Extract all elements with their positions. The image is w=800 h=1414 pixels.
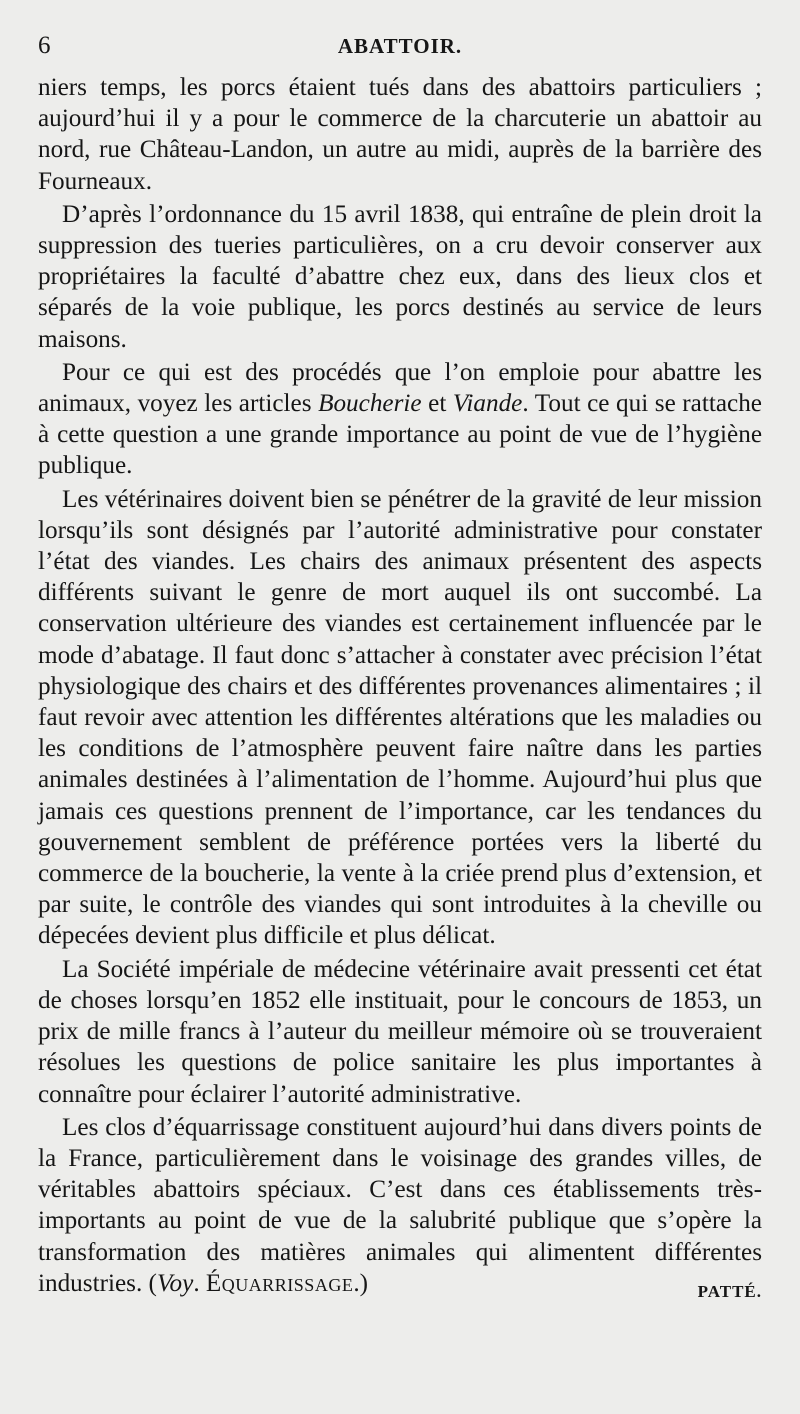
running-header (38, 28, 762, 64)
paragraph-6-text: Les clos d’équarrissage constituent aujourd’hui dans divers points de la France, particulièrement dans le voisinage des grandes villes, de véritables abattoirs spéciaux. C’est dans ces établissements très-importants au point de vue de la salubrité publique que s’opère la transformation des matières animales qui alimentent différentes industries. (38, 1113, 762, 1297)
paragraph-5: La Société impériale de médecine vétérinaire avait pressenti cet état de choses lorsqu’en 1852 elle instituait, pour le concours de 1853, un prix de mille francs à l’auteur du meilleur mémoire où se trouveraient résolues les questions de police sanitaire les plus importantes à connaître pour éclairer l’autorité administrative. (38, 955, 762, 1108)
crossref-boucherie: Boucherie (318, 390, 422, 418)
paragraph-4: Les vétérinaires doivent bien se pénétrer de la gravité de leur mission lorsqu’ils sont désignés par l’autorité administrative pour constater l’état des viandes. Les chairs des animaux présentent des aspects différents suivant le genre de mort auquel ils ont succombé. La conservation ultérieure des viandes est certainement influencée par le mode d’abatage. Il faut donc s’attacher à constater avec précision l’état physiologique des chairs et des différentes provenances alimentaires ; il faut revoir avec attention les différentes altérations que les maladies ou les conditions de l’atmosphère peuvent faire naître dans les parties animales destinées à l’alimentation de l’homme. Aujourd’hui plus que jamais ces questions prennent de l’importance, car les tendances du gouvernement semblent de préférence portées vers la liberté du commerce de la boucherie, la vente à la criée prend plus d’extension, et par suite, le contrôle des viandes qui sont introduites à la cheville ou dépecées devient plus difficile et plus délicat. (38, 485, 762, 950)
article-body (38, 72, 762, 1307)
paragraph-3-text-c: . Tout ce qui se rattache à cette question a une grande importance au point de vue de l’hygiène publique. (38, 390, 762, 480)
paragraph-3-text-b: et (421, 390, 453, 418)
author-signature: PATTÉ. (697, 1281, 762, 1301)
paragraph-3 (38, 357, 762, 482)
reference-open: ( (148, 1269, 157, 1297)
page-number: 6 (38, 32, 51, 59)
reference-close: .) (353, 1269, 368, 1297)
paragraph-3-text-a: Pour ce qui est des procédés que l’on emploie pour abattre les animaux, voyez les articles (38, 358, 762, 418)
paragraph-2: D’après l’ordonnance du 15 avril 1838, qui entraîne de plein droit la suppression des tueries particulières, on a cru devoir conserver aux propriétaires la faculté d’abattre chez eux, dans des lieux clos et séparés de la voie publique, les porcs destinés au service de leurs maisons. (38, 200, 762, 353)
running-title: ABATTOIR. (337, 34, 463, 58)
reference-dot: . (193, 1269, 206, 1297)
paragraph-1: niers temps, les porcs étaient tués dans des abattoirs particuliers ; aujourd’hui il y a pour le commerce de la charcuterie un abattoir au nord, rue Château-Landon, un autre au midi, auprès de la barrière des Fourneaux. (38, 74, 762, 195)
reference-voy: Voy (156, 1269, 194, 1297)
paragraph-6 (38, 1112, 762, 1299)
crossref-viande: Viande (452, 390, 523, 418)
crossref-equarrissage: Équarrissage (205, 1269, 354, 1297)
